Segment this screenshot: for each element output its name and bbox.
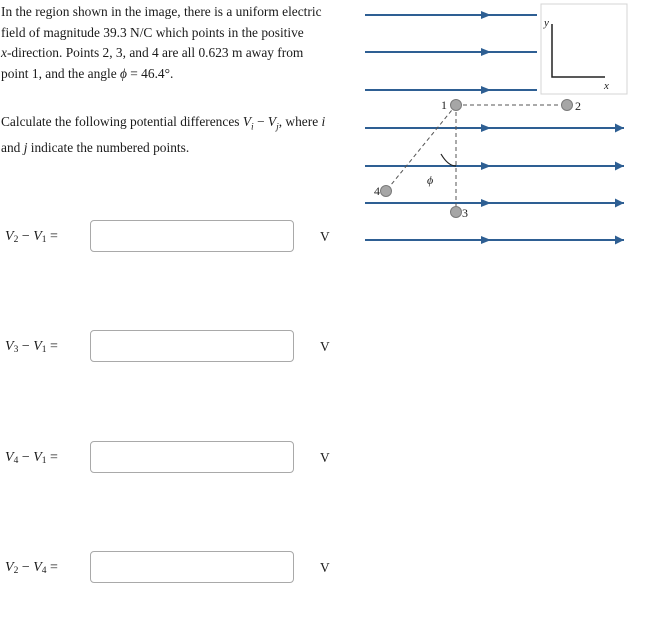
- unit-label: V: [320, 339, 330, 354]
- point-3-marker: [451, 207, 462, 218]
- field-arrow-icon: [481, 11, 491, 19]
- variable-phi: ϕ: [120, 65, 127, 81]
- label-minus: −: [18, 560, 34, 575]
- answer-row-v3-v1: [0, 330, 345, 364]
- angle-label: ϕ: [427, 173, 434, 187]
- question-var-j: j: [23, 140, 28, 156]
- label-sub: 1: [41, 345, 47, 355]
- electric-field-diagram: [355, 0, 666, 260]
- field-arrow-icon: [481, 162, 491, 170]
- problem-line-4-pre: point 1, and the angle: [1, 65, 120, 81]
- answer-row-v2-v1: [0, 220, 345, 254]
- point-2-label: 2: [575, 99, 581, 113]
- question-expr-a: V: [242, 114, 252, 129]
- label-var: V: [33, 450, 42, 465]
- geometry-lines: [386, 105, 567, 212]
- answer-input-v2-v1[interactable]: [90, 220, 294, 252]
- angle-arc: [441, 154, 456, 166]
- field-arrow-icon: [481, 86, 491, 94]
- question-expr-b: V: [267, 114, 277, 129]
- label-var: V: [5, 450, 14, 465]
- question-statement: [1, 112, 346, 159]
- point-1-marker: [451, 100, 462, 111]
- label-var: V: [33, 229, 42, 244]
- label-var: V: [33, 560, 42, 575]
- label-equals: =: [46, 339, 58, 354]
- label-minus: −: [18, 450, 34, 465]
- question-expr-a-sub: i: [251, 122, 254, 133]
- field-arrow-icon: [481, 124, 491, 132]
- point-1-label: 1: [441, 98, 447, 112]
- problem-line-4-post: = 46.4°.: [126, 65, 174, 81]
- answer-label-v2-v1: [5, 229, 58, 245]
- axes-legend: [541, 4, 627, 94]
- question-part-1: Calculate the following potential differences: [1, 114, 243, 129]
- problem-line-1: In the region shown in the image, there is a uniform electric: [1, 4, 322, 19]
- problem-statement: [1, 2, 346, 84]
- answer-input-v3-v1[interactable]: [90, 330, 294, 362]
- label-equals: =: [46, 229, 58, 244]
- dashed-line-1-4: [386, 105, 456, 191]
- label-sub: 4: [13, 456, 19, 466]
- label-equals: =: [46, 450, 58, 465]
- answer-input-v4-v1[interactable]: [90, 441, 294, 473]
- answer-label-v4-v1: [5, 450, 58, 466]
- problem-line-2: field of magnitude 39.3 N/C which points in the positive: [1, 24, 304, 40]
- question-part-4: indicate the numbered points.: [27, 140, 190, 156]
- answer-label-v2-v4: [5, 560, 58, 576]
- label-sub: 4: [41, 566, 47, 576]
- answer-input-v2-v4[interactable]: [90, 551, 294, 583]
- point-4-marker: [381, 186, 392, 197]
- label-sub: 2: [13, 235, 19, 245]
- label-sub: 1: [41, 235, 47, 245]
- axes-legend-box: [541, 4, 627, 94]
- label-var: V: [33, 339, 42, 354]
- field-arrow-icon: [481, 236, 491, 244]
- point-2-marker: [562, 100, 573, 111]
- label-sub: 1: [41, 456, 47, 466]
- answer-row-v2-v4: [0, 551, 345, 585]
- unit-label: V: [320, 450, 330, 465]
- problem-line-3: -direction. Points 2, 3, and 4 are all 0.623 m away from: [6, 45, 304, 60]
- axis-label-y: y: [544, 17, 549, 29]
- answer-label-v3-v1: [5, 339, 58, 355]
- label-var: V: [5, 560, 14, 575]
- field-arrow-icon: [481, 199, 491, 207]
- variable-x: x: [1, 45, 7, 60]
- point-3-label: 3: [462, 206, 468, 220]
- label-sub: 2: [13, 566, 19, 576]
- label-minus: −: [18, 339, 34, 354]
- label-minus: −: [18, 229, 34, 244]
- unit-label: V: [320, 229, 330, 244]
- answer-row-v4-v1: [0, 441, 345, 475]
- points: [374, 98, 581, 220]
- question-part-3: and: [1, 140, 24, 156]
- label-equals: =: [46, 560, 58, 575]
- label-var: V: [5, 339, 14, 354]
- unit-label: V: [320, 560, 330, 575]
- question-expr-b-sub: j: [276, 122, 279, 133]
- axis-label-x: x: [604, 80, 609, 92]
- label-sub: 3: [13, 345, 19, 355]
- label-var: V: [5, 229, 14, 244]
- point-4-label: 4: [374, 184, 380, 198]
- question-var-i: i: [321, 114, 326, 129]
- question-part-2: , where: [278, 114, 322, 129]
- field-arrow-icon: [481, 48, 491, 56]
- question-minus: −: [253, 114, 268, 129]
